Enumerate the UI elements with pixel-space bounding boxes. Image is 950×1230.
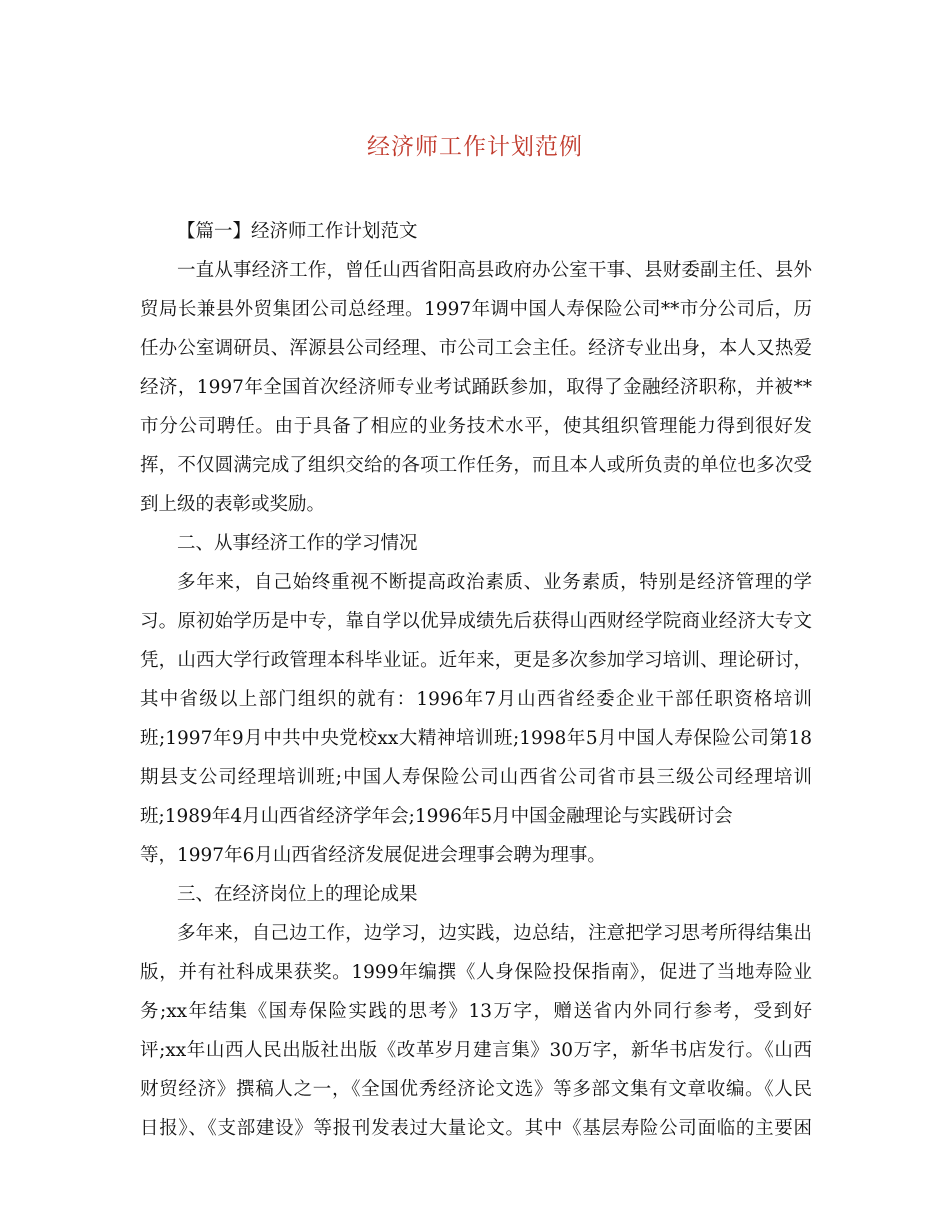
paragraph-line: 挥，不仅圆满完成了组织交给的各项工作任务，而且本人或所负责的单位也多次受: [140, 455, 812, 476]
paragraph-line: 经济，1997年全国首次经济师专业考试踊跃参加，取得了金融经济职称，并被**: [140, 377, 812, 398]
paragraph-line: 班;1989年4月山西省经济学年会;1996年5月中国金融理论与实践研讨会: [140, 806, 733, 827]
paragraph-line: 版，并有社科成果获奖。1999年编撰《人身保险投保指南》，促进了当地寿险业: [140, 962, 812, 983]
paragraph-line: 到上级的表彰或奖励。: [140, 494, 326, 515]
paragraph-line: 等，1997年6月山西省经济发展促进会理事会聘为理事。: [140, 845, 606, 866]
paragraph-line: 任办公室调研员、浑源县公司经理、市公司工会主任。经济专业出身，本人又热爱: [140, 338, 812, 359]
paragraph-line: 其中省级以上部门组织的就有：1996年7月山西省经委企业干部任职资格培训: [140, 689, 812, 710]
paragraph-line: 贸局长兼县外贸集团公司总经理。1997年调中国人寿保险公司**市分公司后，历: [140, 299, 812, 320]
paragraph-line: 多年来，自己始终重视不断提高政治素质、业务素质，特别是经济管理的学: [177, 572, 812, 593]
paragraph-line: 凭，山西大学行政管理本科毕业证。近年来，更是多次参加学习培训、理论研讨，: [140, 650, 812, 671]
paragraph-line: 评;xx年山西人民出版社出版《改革岁月建言集》30万字，新华书店发行。《山西: [140, 1040, 812, 1061]
paragraph-line: 日报》、《支部建设》等报刊发表过大量论文。其中《基层寿险公司面临的主要困: [140, 1118, 812, 1139]
paragraph-line: 务;xx年结集《国寿保险实践的思考》13万字，赠送省内外同行参考，受到好: [140, 1001, 812, 1022]
section-heading: 【篇一】经济师工作计划范文: [177, 221, 418, 242]
paragraph-line: 多年来，自己边工作，边学习，边实践，边总结，注意把学习思考所得结集出: [177, 923, 812, 944]
paragraph-line: 班;1997年9月中共中央党校xx大精神培训班;1998年5月中国人寿保险公司第18: [140, 728, 812, 749]
paragraph-line: 市分公司聘任。由于具备了相应的业务技术水平，使其组织管理能力得到很好发: [140, 416, 812, 437]
document-title: 经济师工作计划范例: [367, 134, 583, 160]
section-heading: 二、从事经济工作的学习情况: [177, 533, 418, 554]
paragraph-line: 期县支公司经理培训班;中国人寿保险公司山西省公司省市县三级公司经理培训: [140, 767, 812, 788]
paragraph-line: 习。原初始学历是中专，靠自学以优异成绩先后获得山西财经学院商业经济大专文: [140, 611, 812, 632]
paragraph-line: 一直从事经济工作，曾任山西省阳高县政府办公室干事、县财委副主任、县外: [177, 260, 812, 281]
paragraph-line: 财贸经济》撰稿人之一，《全国优秀经济论文选》等多部文集有文章收编。《人民: [140, 1079, 812, 1100]
document-body: [140, 212, 812, 1148]
section-heading: 三、在经济岗位上的理论成果: [177, 884, 418, 905]
